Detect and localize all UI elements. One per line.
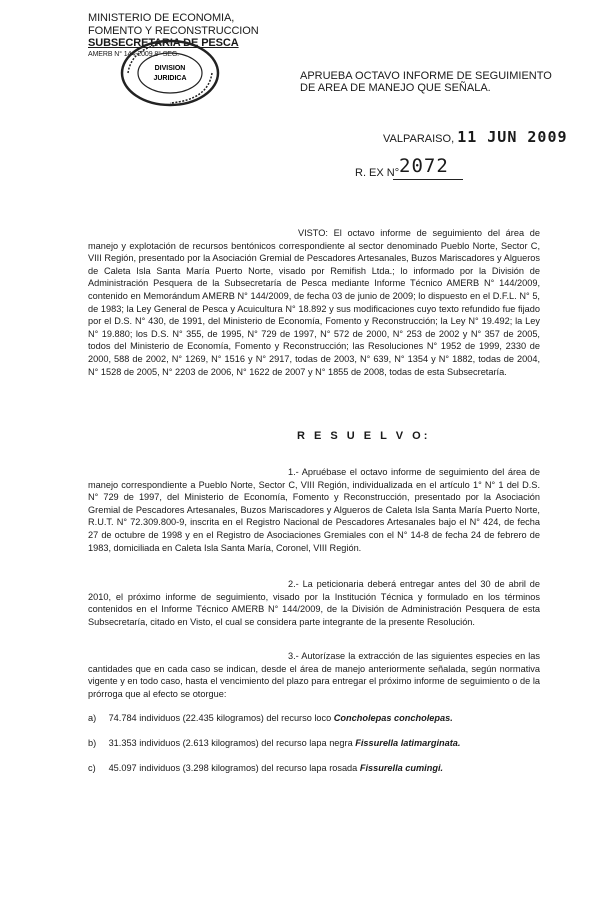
species-item-a: [88, 712, 540, 725]
species-name: Fissurella latimarginata.: [355, 738, 461, 748]
rex-label: R. EX N°: [355, 167, 400, 179]
resuelvo-heading: R E S U E L V O:: [297, 430, 431, 442]
species-name: Fissurella cumingi.: [359, 763, 444, 773]
subsecretaria-line: SUBSECRETARIA DE PESCA: [88, 37, 239, 49]
species-label: b): [88, 738, 97, 748]
article-2: 2.- La peticionaria deberá entregar antes del 30 de abril de 2010, el próximo informe de seguimiento, visado por la Institución Técnica y formulado en los términos contenidos en el Informe Técnico AMERB N° 144/2009, de la División de Administración Pesquera de esta Subsecretaría, citado en Visto, el cual se considera parte integrante de la presente Resolución.: [88, 579, 540, 627]
rex-number: 2072: [399, 155, 449, 177]
visto-paragraph: VISTO: El octavo informe de seguimiento del área de manejo y explotación de recursos bentónicos correspondiente al sector denominado Pueblo Norte, Sector C, VIII Región, presentado por la Asociación Gremial de Pescadores Artesanales, Buzos Mariscadores y Algueros de Caleta Isla Santa María Puerto Norte, visado por Remifish Ltda.; lo informado por la División de Administración Pesquera de la Subsecretaría de Pesca mediante Informe Técnico AMERB N° 144/2009, contenido en Memorándum AMERB N° 144/2009, de fecha 03 de junio de 2009; lo dispuesto en el D.F.L. N° 5, de 1983; la Ley General de Pesca y Acuicultura N° 18.892 y sus modificaciones cuyo texto refundido fue fijado por el D.S. N° 430, de 1991, del Ministerio de Economía, Fomento y Reconstrucción; la Ley N° 19.492; la Ley N° 19.880; los D.S. N° 355, de 1995, N° 729 de 1997, N° 572 de 2000, N° 253 de 2002 y N° 357 de 2005, todos del Ministerio de Economía, Fomento y Reconstrucción; las Resoluciones N° 1952 de 1999, 2330 de 2000, 588 de 2002, N° 1269, N° 1516 y N° 2917, todas de 2003, N° 639, N° 1354 y N° 1882, todas de 2004, N° 1528 de 2005, N° 2203 de 2006, N° 1622 de 2007 y N° 1855 de 2008, todas de esta Subsecretaría.: [88, 228, 540, 377]
reference-code: AMERB N° 144-2009 8° SEG.: [88, 50, 180, 58]
date-stamp: 11 JUN 2009: [457, 128, 568, 146]
species-label: a): [88, 713, 97, 723]
date-line: [383, 128, 568, 146]
ministry-line-2: FOMENTO Y RECONSTRUCCION: [88, 24, 259, 37]
species-item-b: [88, 737, 540, 750]
resolution-title: [300, 70, 552, 94]
svg-text:DIVISION: DIVISION: [154, 65, 186, 72]
resolution-number: [355, 155, 449, 179]
svg-text:JURIDICA: JURIDICA: [153, 75, 187, 82]
rex-underline: [393, 179, 463, 180]
species-name: Concholepas concholepas.: [333, 713, 453, 723]
article-3: 3.- Autorízase la extracción de las siguientes especies en las cantidades que en cada caso se indican, desde el área de manejo anteriormente señalada, según normativa vigente y en todo caso, hasta el vencimiento del plazo para entregar el próximo informe de seguimiento o de la prórroga que al efecto se otorgue:: [88, 651, 540, 699]
article-1: 1.- Apruébase el octavo informe de seguimiento del área de manejo correspondiente a Pueblo Norte, Sector C, VIII Región, individualizada en el artículo 1° N° 1 del D.S. N° 729 de 1997, del Ministerio de Economía, Fomento y Reconstrucción, presentado por la Asociación Gremial de Pescadores Artesanales, Buzos Mariscadores y Algueros de Caleta Isla Santa María Puerto Norte, R.U.T. N° 72.309.800-9, inscrita en el Registro Nacional de Pescadores Artesanales bajo el N° 424, de fecha 27 de octubre de 1998 y en el Registro de Asociaciones Gremiales con el N° 14-8 de fecha 24 de febrero de 1983, domiciliada en Caleta Isla Santa María, Coronel, VIII Región.: [88, 467, 540, 553]
species-label: c): [88, 763, 96, 773]
species-text: 74.784 individuos (22.435 kilogramos) del recurso loco: [108, 713, 334, 723]
species-text: 31.353 individuos (2.613 kilogramos) del recurso lapa negra: [108, 738, 356, 748]
title-line-2: DE AREA DE MANEJO QUE SEÑALA.: [300, 82, 491, 94]
title-line-1: APRUEBA OCTAVO INFORME DE SEGUIMIENTO: [300, 70, 552, 82]
ministry-line: MINISTERIO DE ECONOMIA,: [88, 12, 235, 24]
species-text: 45.097 individuos (3.298 kilogramos) del recurso lapa rosada: [108, 763, 360, 773]
date-city: VALPARAISO,: [383, 133, 455, 145]
species-item-c: [88, 762, 540, 775]
division-juridica-stamp: [118, 38, 222, 108]
